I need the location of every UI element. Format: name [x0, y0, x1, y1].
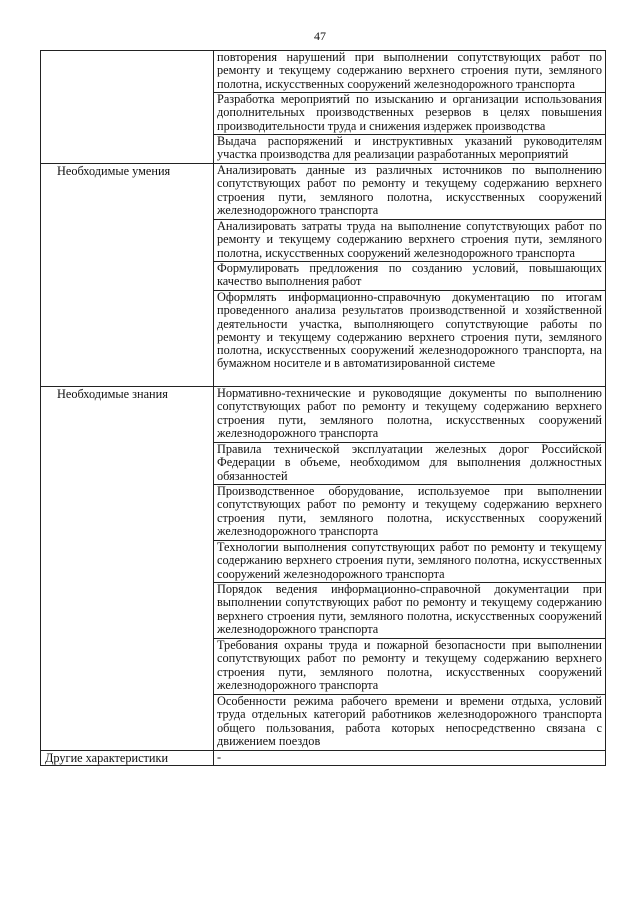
table-cell-text: Производственное оборудование, используемое при выполнении сопутствующих работ по ремонту и текущему содержанию верхнего строения пути, земляного полотна, искусственных сооружений железнодорожного транспорта — [214, 485, 606, 541]
table-cell-text: Нормативно-технические и руководящие документы по выполнению сопутствующих работ по ремонту и текущему содержанию верхнего строения пути, земляного полотна, искусственных сооружений железнодорожного транспорта — [214, 387, 606, 443]
table-cell-text: повторения нарушений при выполнении сопутствующих работ по ремонту и текущему содержанию верхнего строения пути, земляного полотна, искусственных сооружений железнодорожного транспорта — [214, 51, 606, 93]
table-cell-text: Анализировать затраты труда на выполнение сопутствующих работ по ремонту и текущему содержанию верхнего строения пути, земляного полотна, искусственных сооружений железнодорожного транспорта — [214, 220, 606, 262]
table-cell-text: Анализировать данные из различных источников по выполнению сопутствующих работ по ремонту и текущему содержанию верхнего строения пути, земляного полотна, искусственных сооружений железнодорожного транспорта — [214, 164, 606, 220]
table-cell-text: - — [214, 751, 606, 766]
table-cell-text: Формулировать предложения по созданию условий, повышающих качество выполнения работ — [214, 262, 606, 291]
table-cell-text: Порядок ведения информационно-справочной документации при выполнении сопутствующих работ по ремонту и текущему содержанию верхнего строения пути, земляного полотна, искусственных сооружений железнодорожного транспорта — [214, 583, 606, 639]
table-cell-text: Требования охраны труда и пожарной безопасности при выполнении сопутствующих работ по ремонту и текущему содержанию верхнего строения пути, земляного полотна, искусственных сооружений железнодорожного транспорта — [214, 639, 606, 695]
table-cell-text: Правила технической эксплуатации железных дорог Российской Федерации в объеме, необходимом для выполнения должностных обязанностей — [214, 443, 606, 485]
table-cell-text: Выдача распоряжений и инструктивных указаний руководителям участка производства для реализации разработанных мероприятий — [214, 135, 606, 164]
table-cell-text: Оформлять информационно-справочную документацию по итогам проведенного анализа результатов производственной и хозяйственной деятельности участка, выполняющего сопутствующие работы по ремонту и текущему содержанию верхнего строения пути, земляного полотна, искусственных сооружений железнодорожного транспорта, на бумажном носителе и в автоматизированной системе — [214, 291, 606, 387]
table-row — [41, 164, 606, 220]
page-number: 47 — [314, 29, 326, 43]
table-cell-text: Особенности режима рабочего времени и времени отдыха, условий труда отдельных категорий работников железнодорожного транспорта общего пользования, работа которых непосредственно связана с движением поездов — [214, 695, 606, 751]
labor-functions-table — [40, 50, 606, 766]
table-row — [41, 51, 606, 93]
row-label-skills: Необходимые умения — [41, 164, 214, 387]
row-label-knowledge: Необходимые знания — [41, 387, 214, 751]
row-label-other: Другие характеристики — [41, 751, 214, 766]
table-cell-text: Разработка мероприятий по изысканию и организации использования дополнительных производственных резервов в целях повышения производительности труда и снижения издержек производства — [214, 93, 606, 135]
table-row — [41, 751, 606, 766]
table-cell-text: Технологии выполнения сопутствующих работ по ремонту и текущему содержанию верхнего строения пути, земляного полотна, искусственных сооружений железнодорожного транспорта — [214, 541, 606, 583]
table-row — [41, 387, 606, 443]
row-label-empty — [41, 51, 214, 164]
